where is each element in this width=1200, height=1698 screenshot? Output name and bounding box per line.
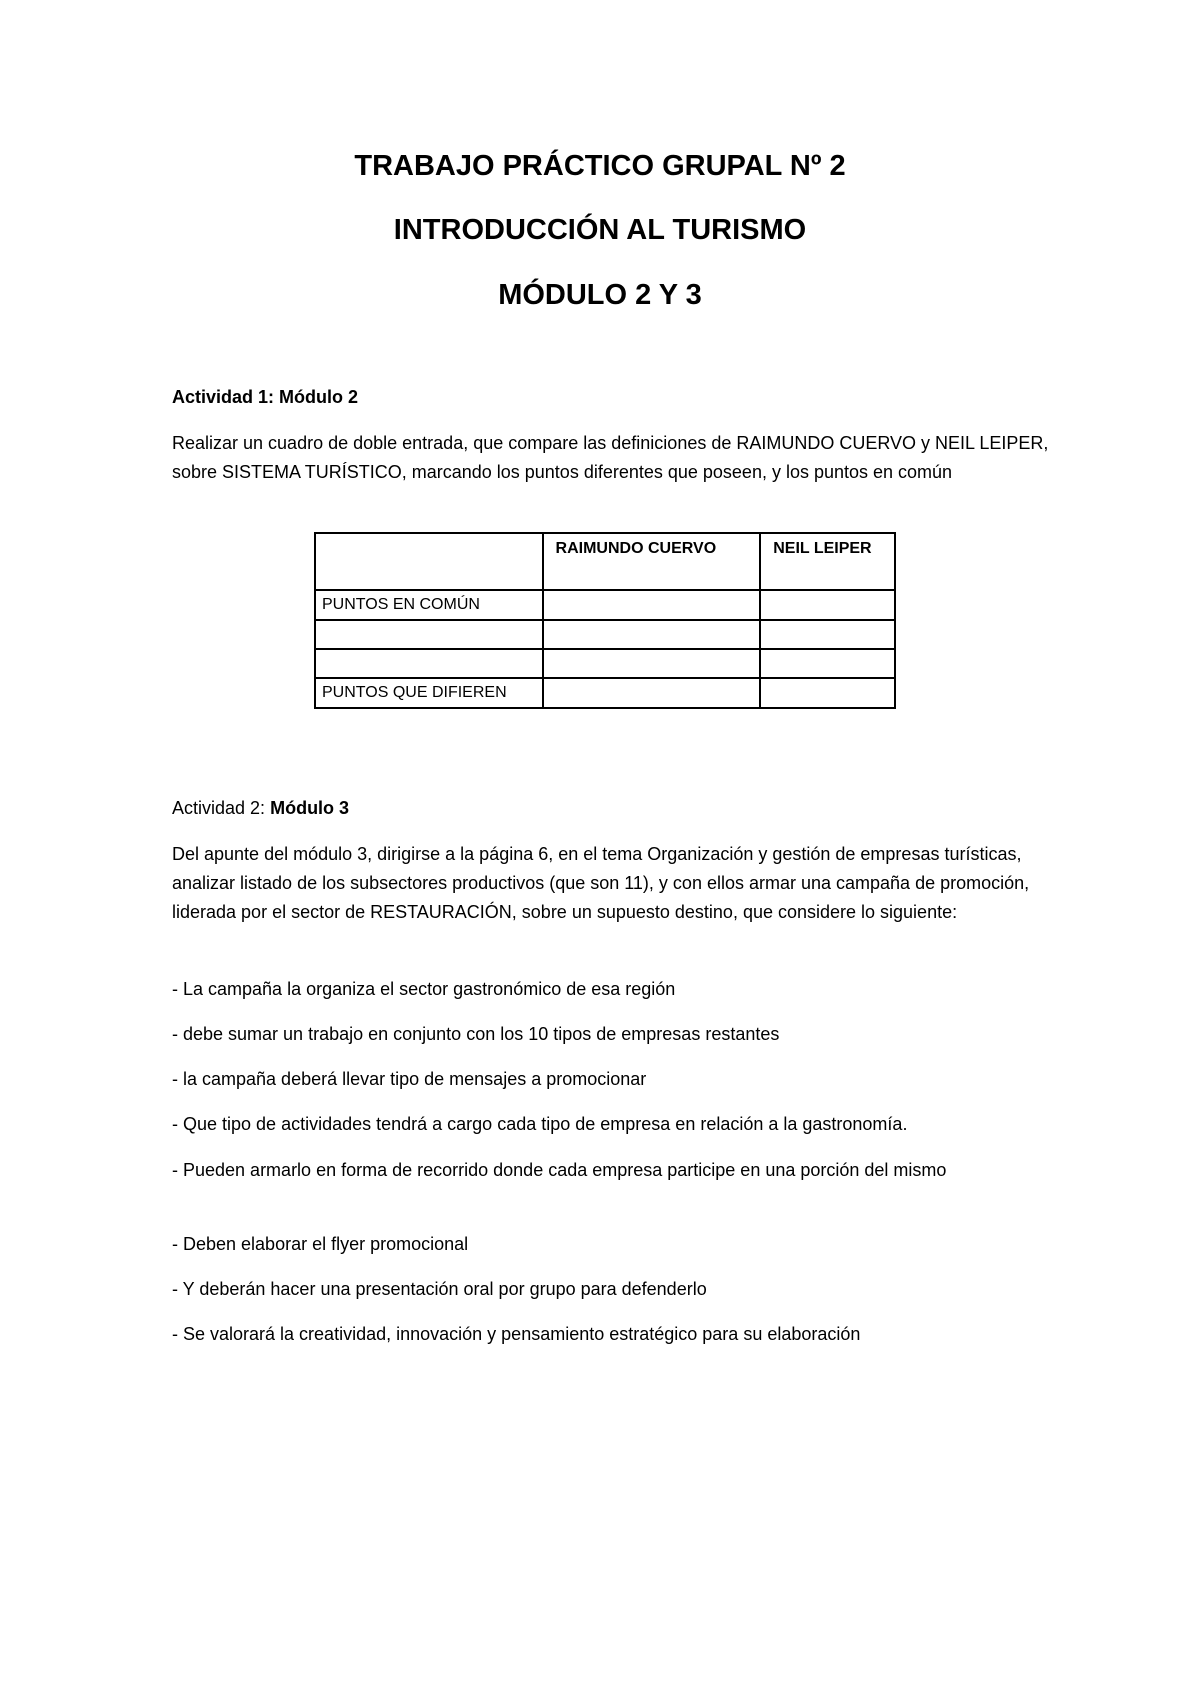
table-header-cell: NEIL LEIPER [760,533,895,590]
table-row [315,620,895,649]
table-cell: PUNTOS EN COMÚN [315,590,543,620]
list-item: - la campaña deberá llevar tipo de mensajes a promocionar [172,1069,647,1089]
list-item: - Y deberán hacer una presentación oral por grupo para defenderlo [172,1279,707,1299]
table-cell [543,649,761,678]
module-title: MÓDULO 2 Y 3 [498,279,702,311]
list-item: - La campaña la organiza el sector gastronómico de esa región [172,979,676,999]
activity1-module: Módulo 2 [279,387,359,407]
table-header-row [315,533,895,590]
table-header-cell: RAIMUNDO CUERVO [543,533,761,590]
list-item: - debe sumar un trabajo en conjunto con los 10 tipos de empresas restantes [172,1024,780,1044]
activity2-heading [172,798,349,819]
table-cell [760,590,895,620]
table-cell: PUNTOS QUE DIFIEREN [315,678,543,708]
table-cell [543,678,761,708]
table-cell [315,620,543,649]
list-item: - Pueden armarlo en forma de recorrido donde cada empresa participe en una porción del mismo [172,1160,947,1180]
list-item: - Se valorará la creatividad, innovación y pensamiento estratégico para su elaboración [172,1324,861,1344]
table-cell [760,678,895,708]
activity1-heading [172,387,358,408]
table-cell [760,620,895,649]
list-item: - Deben elaborar el flyer promocional [172,1234,469,1254]
table-row [315,590,895,620]
table-row [315,678,895,708]
activity2-module: Módulo 3 [270,798,350,818]
activity2-label: Actividad 2: [172,798,266,818]
table-cell [543,590,761,620]
comparison-table [314,532,896,709]
list-item: - Que tipo de actividades tendrá a cargo cada tipo de empresa en relación a la gastronomía. [172,1114,908,1134]
table-cell [760,649,895,678]
document-title: TRABAJO PRÁCTICO GRUPAL Nº 2 [354,150,846,182]
table-cell [315,649,543,678]
activity1-label: Actividad 1: [172,387,275,407]
course-title: INTRODUCCIÓN AL TURISMO [393,214,807,246]
table-header-cell [315,533,543,590]
table-cell [543,620,761,649]
activity1-instructions: Realizar un cuadro de doble entrada, que compare las definiciones de RAIMUNDO CUERVO y NEIL LEIPER, sobre SISTEMA TURÍSTICO, marcando los puntos diferentes que poseen, y los puntos en común [172,433,1049,482]
table-row [315,649,895,678]
activity2-instructions: Del apunte del módulo 3, dirigirse a la página 6, en el tema Organización y gestión de empresas turísticas, analizar listado de los subsectores productivos (que son 11), y con ellos armar una campaña de promoción, liderada por el sector de RESTAURACIÓN, sobre un supuesto destino, que considere lo siguiente: [172,844,1030,922]
